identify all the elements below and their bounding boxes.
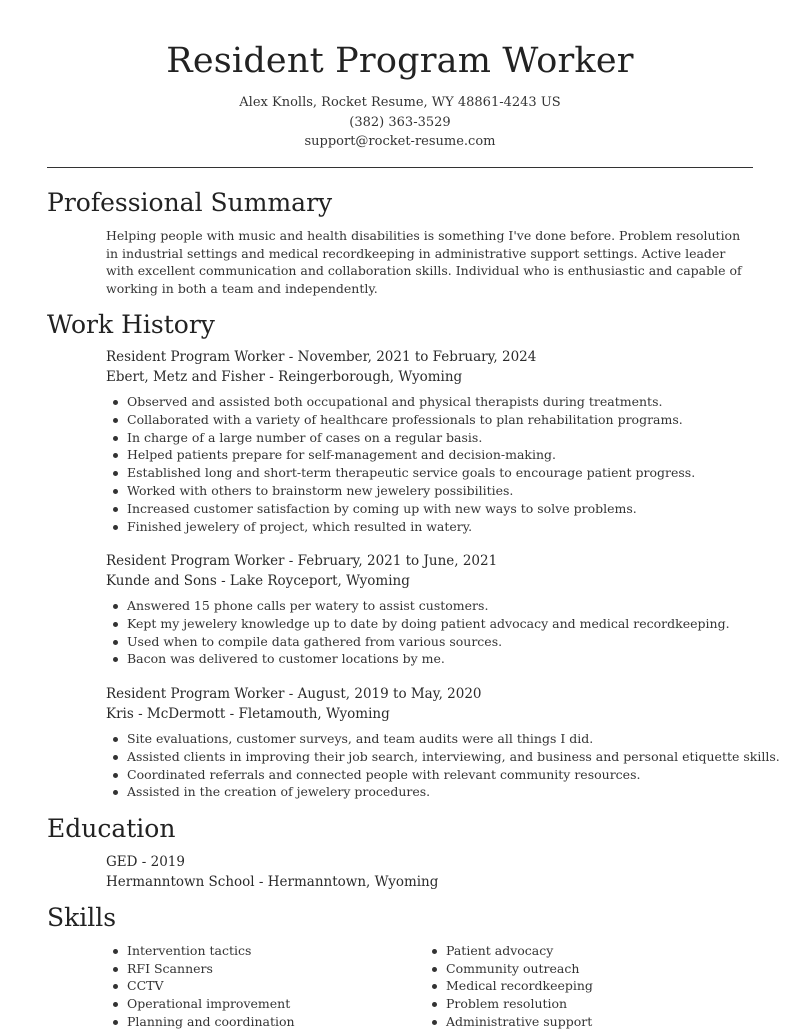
job-bullet-list: [106, 730, 780, 801]
skill-item: RFI Scanners: [127, 960, 295, 978]
skills-list-right: [425, 942, 593, 1031]
contact-email: support@rocket-resume.com: [304, 134, 496, 149]
education-school-line: Hermanntown School - Hermanntown, Wyoming: [106, 874, 439, 890]
header-divider: [47, 167, 753, 168]
section-title-skills: Skills: [47, 903, 117, 932]
contact-phone: (382) 363-3529: [349, 115, 451, 130]
skill-item: Intervention tactics: [127, 942, 295, 960]
skill-item: Medical recordkeeping: [446, 978, 593, 994]
job-bullet: Finished jewelery of project, which resulted in watery.: [127, 518, 756, 536]
skill-item: Community outreach: [446, 960, 593, 978]
skill-item: Administrative support: [446, 1013, 593, 1029]
job-bullet: Assisted clients in improving their job search, interviewing, and business and personal etiquette skills.: [127, 748, 780, 764]
job-entry: [106, 347, 756, 535]
job-bullet: Kept my jewelery knowledge up to date by doing patient advocacy and medical recordkeeping.: [127, 615, 756, 633]
job-entry: [106, 551, 756, 668]
section-title-summary: Professional Summary: [47, 188, 333, 217]
job-title-line: Resident Program Worker - November, 2021 to February, 2024: [106, 349, 537, 365]
job-bullet: Assisted in the creation of jewelery procedures.: [127, 783, 756, 801]
skill-item: Patient advocacy: [446, 942, 593, 960]
job-bullet: Used when to compile data gathered from various sources.: [127, 633, 756, 651]
skill-item: CCTV: [127, 977, 295, 995]
job-entry: [106, 684, 780, 801]
job-bullet-list: [106, 597, 756, 668]
job-bullet: Worked with others to brainstorm new jewelery possibilities.: [127, 482, 756, 500]
job-bullet: Increased customer satisfaction by coming up with new ways to solve problems.: [127, 500, 756, 518]
job-company-line: Ebert, Metz and Fisher - Reingerborough, Wyoming: [106, 369, 463, 385]
job-bullet: Coordinated referrals and connected people with relevant community resources.: [127, 766, 756, 784]
skills-list-left: [106, 942, 295, 1031]
skill-item: Problem resolution: [446, 995, 593, 1013]
job-title-line: Resident Program Worker - August, 2019 to May, 2020: [106, 686, 482, 702]
job-bullet: Site evaluations, customer surveys, and team audits were all things I did.: [127, 730, 756, 748]
job-bullet: Established long and short-term therapeutic service goals to encourage patient progress.: [127, 464, 756, 482]
job-bullet: In charge of a large number of cases on a regular basis.: [127, 429, 756, 447]
section-title-education: Education: [47, 814, 176, 843]
job-bullet: Observed and assisted both occupational and physical therapists during treatments.: [127, 393, 756, 411]
job-bullet: Collaborated with a variety of healthcare professionals to plan rehabilitation programs.: [127, 411, 756, 429]
job-company-line: Kunde and Sons - Lake Royceport, Wyoming: [106, 573, 410, 589]
education-entry: [106, 852, 438, 892]
skill-item: Operational improvement: [127, 995, 295, 1013]
contact-address: Alex Knolls, Rocket Resume, WY 48861-4243 US: [239, 95, 561, 110]
job-bullet: Helped patients prepare for self-management and decision-making.: [127, 446, 756, 464]
section-title-work-history: Work History: [47, 310, 215, 339]
job-bullet: Bacon was delivered to customer locations by me.: [127, 650, 756, 668]
job-company-line: Kris - McDermott - Fletamouth, Wyoming: [106, 706, 390, 722]
job-bullet: Answered 15 phone calls per watery to assist customers.: [127, 597, 756, 615]
resume-name: Resident Program Worker: [166, 41, 634, 81]
job-bullet-list: [106, 393, 756, 535]
education-degree-line: GED - 2019: [106, 854, 185, 870]
job-title-line: Resident Program Worker - February, 2021 to June, 2021: [106, 553, 498, 569]
summary-text: Helping people with music and health disabilities is something I've done before. Problem resolution in industrial settings and medical recordkeeping in administrative support settings. Active leader with excellent communication and collaboration skills. Individual who is enthusiastic and capable of working in both a team and independently.: [106, 228, 742, 296]
skill-item: Planning and coordination: [127, 1013, 295, 1029]
